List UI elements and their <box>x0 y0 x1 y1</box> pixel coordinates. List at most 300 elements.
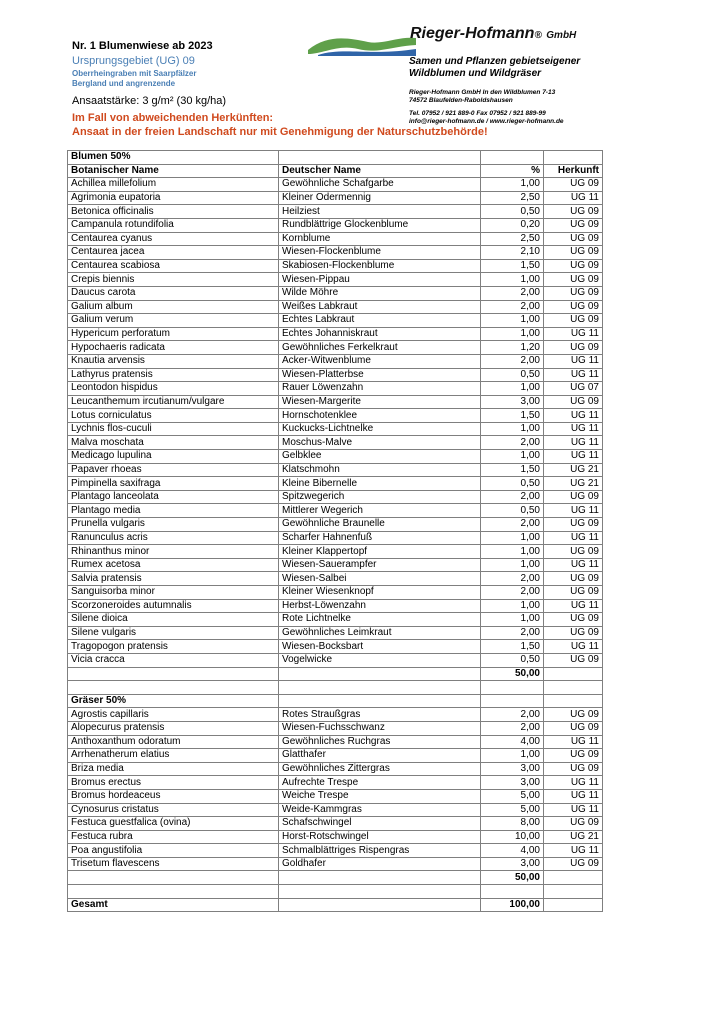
table-row <box>68 395 603 409</box>
percent-value: 3,00 <box>481 776 544 790</box>
german-name: Weide-Kammgras <box>279 803 481 817</box>
origin-value: UG 11 <box>544 844 603 858</box>
table-row <box>68 518 603 532</box>
percent-value: 1,20 <box>481 341 544 355</box>
empty-cell <box>481 885 544 899</box>
table-row <box>68 368 603 382</box>
german-name: Wiesen-Platterbse <box>279 368 481 382</box>
table-row <box>68 599 603 613</box>
botanical-name: Plantago lanceolata <box>68 490 279 504</box>
table-row <box>68 844 603 858</box>
german-name: Horst-Rotschwingel <box>279 830 481 844</box>
origin-value: UG 11 <box>544 436 603 450</box>
empty-cell <box>481 151 544 165</box>
german-name: Goldhafer <box>279 857 481 871</box>
percent-value: 2,00 <box>481 626 544 640</box>
german-name: Glatthafer <box>279 749 481 763</box>
origin-value: UG 09 <box>544 817 603 831</box>
origin-value: UG 11 <box>544 354 603 368</box>
percent-value: 8,00 <box>481 817 544 831</box>
german-name: Weiche Trespe <box>279 789 481 803</box>
percent-value: 0,20 <box>481 218 544 232</box>
percent-value: 1,00 <box>481 531 544 545</box>
origin-value: UG 09 <box>544 314 603 328</box>
empty-cell <box>544 681 603 695</box>
percent-value: 1,50 <box>481 463 544 477</box>
botanical-name: Bromus hordeaceus <box>68 789 279 803</box>
german-name-header: Deutscher Name <box>279 164 481 178</box>
origin-area: Ursprungsgebiet (UG) 09 <box>72 55 195 67</box>
empty-cell <box>68 885 279 899</box>
table-row <box>68 409 603 423</box>
spacer-row <box>68 681 603 695</box>
table-row <box>68 232 603 246</box>
empty-cell <box>481 681 544 695</box>
origin-value: UG 09 <box>544 341 603 355</box>
region-line-2: Bergland und angrenzende <box>72 79 176 88</box>
german-name: Kleine Bibernelle <box>279 477 481 491</box>
table-row <box>68 450 603 464</box>
percent-value: 1,00 <box>481 749 544 763</box>
german-name: Echtes Johanniskraut <box>279 327 481 341</box>
botanical-name: Anthoxanthum odoratum <box>68 735 279 749</box>
percent-value: 3,00 <box>481 762 544 776</box>
table-row <box>68 286 603 300</box>
botanical-name: Malva moschata <box>68 436 279 450</box>
german-name: Klatschmohn <box>279 463 481 477</box>
origin-value: UG 09 <box>544 613 603 627</box>
table-row <box>68 504 603 518</box>
botanical-name: Daucus carota <box>68 286 279 300</box>
botanical-name-header: Botanischer Name <box>68 164 279 178</box>
origin-value: UG 09 <box>544 586 603 600</box>
german-name: Wilde Möhre <box>279 286 481 300</box>
percent-value: 2,00 <box>481 721 544 735</box>
origin-value: UG 09 <box>544 721 603 735</box>
empty-cell <box>481 694 544 708</box>
table-row <box>68 477 603 491</box>
botanical-name: Briza media <box>68 762 279 776</box>
german-name: Skabiosen-Flockenblume <box>279 259 481 273</box>
table-row <box>68 817 603 831</box>
german-name: Scharfer Hahnenfuß <box>279 531 481 545</box>
german-name: Gewöhnliches Ferkelkraut <box>279 341 481 355</box>
botanical-name: Arrhenatherum elatius <box>68 749 279 763</box>
origin-value: UG 11 <box>544 368 603 382</box>
botanical-name: Centaurea scabiosa <box>68 259 279 273</box>
german-name: Gewöhnliche Schafgarbe <box>279 178 481 192</box>
company-tagline <box>409 56 580 80</box>
tagline-line-2: Wildblumen und Wildgräser <box>409 68 542 79</box>
german-name: Gewöhnliche Braunelle <box>279 518 481 532</box>
subtotal-value: 50,00 <box>481 871 544 885</box>
table-row <box>68 749 603 763</box>
percent-value: 2,00 <box>481 436 544 450</box>
origin-value: UG 09 <box>544 518 603 532</box>
botanical-name: Pimpinella saxifraga <box>68 477 279 491</box>
german-name: Gewöhnliches Zittergras <box>279 762 481 776</box>
origin-value: UG 09 <box>544 395 603 409</box>
origin-value: UG 09 <box>544 232 603 246</box>
table-row <box>68 218 603 232</box>
botanical-name: Papaver rhoeas <box>68 463 279 477</box>
grasses-subtotal-row <box>68 871 603 885</box>
company-logo <box>308 30 416 56</box>
origin-value: UG 11 <box>544 735 603 749</box>
origin-value: UG 21 <box>544 477 603 491</box>
german-name: Rundblättrige Glockenblume <box>279 218 481 232</box>
botanical-name: Scorzoneroides autumnalis <box>68 599 279 613</box>
table-row <box>68 205 603 219</box>
table-row <box>68 653 603 667</box>
percent-value: 2,00 <box>481 300 544 314</box>
german-name: Wiesen-Flockenblume <box>279 246 481 260</box>
table-row <box>68 259 603 273</box>
table-row <box>68 640 603 654</box>
percent-value: 2,50 <box>481 191 544 205</box>
botanical-name: Galium verum <box>68 314 279 328</box>
botanical-name: Leontodon hispidus <box>68 382 279 396</box>
german-name: Rotes Straußgras <box>279 708 481 722</box>
botanical-name: Achillea millefolium <box>68 178 279 192</box>
botanical-name: Plantago media <box>68 504 279 518</box>
german-name: Spitzwegerich <box>279 490 481 504</box>
spacer-row <box>68 885 603 899</box>
german-name: Schmalblättriges Rispengras <box>279 844 481 858</box>
percent-value: 0,50 <box>481 504 544 518</box>
origin-value: UG 09 <box>544 545 603 559</box>
botanical-name: Festuca guestfalica (ovina) <box>68 817 279 831</box>
german-name: Mittlerer Wegerich <box>279 504 481 518</box>
empty-cell <box>279 871 481 885</box>
percent-value: 1,00 <box>481 178 544 192</box>
origin-value: UG 11 <box>544 327 603 341</box>
botanical-name: Agrimonia eupatoria <box>68 191 279 205</box>
web-line: info@rieger-hofmann.de / www.rieger-hofmann.de <box>409 118 564 125</box>
german-name: Echtes Labkraut <box>279 314 481 328</box>
german-name: Schafschwingel <box>279 817 481 831</box>
botanical-name: Festuca rubra <box>68 830 279 844</box>
german-name: Gewöhnliches Ruchgras <box>279 735 481 749</box>
botanical-name: Agrostis capillaris <box>68 708 279 722</box>
percent-value: 2,10 <box>481 246 544 260</box>
table-row <box>68 246 603 260</box>
table-row <box>68 830 603 844</box>
section-heading: Blumen 50% <box>68 151 279 165</box>
percent-value: 4,00 <box>481 844 544 858</box>
table-row <box>68 613 603 627</box>
percent-value: 2,00 <box>481 572 544 586</box>
percent-value: 1,00 <box>481 314 544 328</box>
origin-value: UG 09 <box>544 708 603 722</box>
percent-value: 5,00 <box>481 803 544 817</box>
german-name: Hornschotenklee <box>279 409 481 423</box>
notice-line-1: Im Fall von abweichenden Herkünften: <box>72 112 274 124</box>
empty-cell <box>279 885 481 899</box>
botanical-name: Ranunculus acris <box>68 531 279 545</box>
botanical-name: Knautia arvensis <box>68 354 279 368</box>
table-row <box>68 191 603 205</box>
percent-value: 10,00 <box>481 830 544 844</box>
origin-value: UG 21 <box>544 463 603 477</box>
percent-value: 2,50 <box>481 232 544 246</box>
german-name: Moschus-Malve <box>279 436 481 450</box>
table-row <box>68 300 603 314</box>
botanical-name: Poa angustifolia <box>68 844 279 858</box>
origin-value: UG 09 <box>544 205 603 219</box>
percent-value: 2,00 <box>481 586 544 600</box>
botanical-name: Cynosurus cristatus <box>68 803 279 817</box>
total-row <box>68 898 603 912</box>
empty-cell <box>68 871 279 885</box>
table-row <box>68 327 603 341</box>
section-heading: Gräser 50% <box>68 694 279 708</box>
empty-cell <box>68 681 279 695</box>
table-row <box>68 382 603 396</box>
table-row <box>68 422 603 436</box>
phone-line: Tel. 07952 / 921 889-0 Fax 07952 / 921 889-99 <box>409 110 546 117</box>
empty-cell <box>279 694 481 708</box>
botanical-name: Lathyrus pratensis <box>68 368 279 382</box>
origin-value: UG 07 <box>544 382 603 396</box>
flowers-heading-row <box>68 151 603 165</box>
region-line-1: Oberrheingraben mit Saarpfälzer <box>72 69 197 78</box>
german-name: Gelbklee <box>279 450 481 464</box>
table-row <box>68 558 603 572</box>
percent-value: 1,00 <box>481 599 544 613</box>
botanical-name: Campanula rotundifolia <box>68 218 279 232</box>
percent-value: 1,00 <box>481 327 544 341</box>
botanical-name: Centaurea cyanus <box>68 232 279 246</box>
percent-value: 1,50 <box>481 640 544 654</box>
address-line-2: 74572 Blaufelden-Raboldshausen <box>409 97 513 104</box>
german-name: Kleiner Klappertopf <box>279 545 481 559</box>
empty-cell <box>544 885 603 899</box>
german-name: Kornblume <box>279 232 481 246</box>
table-row <box>68 776 603 790</box>
german-name: Kuckucks-Lichtnelke <box>279 422 481 436</box>
origin-value: UG 11 <box>544 450 603 464</box>
origin-value: UG 09 <box>544 572 603 586</box>
botanical-name: Centaurea jacea <box>68 246 279 260</box>
table-row <box>68 545 603 559</box>
mixture-title: Nr. 1 Blumenwiese ab 2023 <box>72 40 213 52</box>
table-row <box>68 314 603 328</box>
origin-value: UG 11 <box>544 558 603 572</box>
table-row <box>68 341 603 355</box>
percent-header: % <box>481 164 544 178</box>
percent-value: 1,00 <box>481 613 544 627</box>
german-name: Rote Lichtnelke <box>279 613 481 627</box>
german-name: Heilziest <box>279 205 481 219</box>
company-contact <box>409 110 564 126</box>
botanical-name: Galium album <box>68 300 279 314</box>
empty-cell <box>68 667 279 681</box>
botanical-name: Betonica officinalis <box>68 205 279 219</box>
german-name: Acker-Witwenblume <box>279 354 481 368</box>
origin-value: UG 09 <box>544 259 603 273</box>
tagline-line-1: Samen und Pflanzen gebietseigener <box>409 56 581 67</box>
botanical-name: Rhinanthus minor <box>68 545 279 559</box>
percent-value: 1,00 <box>481 273 544 287</box>
origin-value: UG 11 <box>544 776 603 790</box>
table-row <box>68 735 603 749</box>
notice-line-2: Ansaat in der freien Landschaft nur mit Genehmigung der Naturschutzbehörde! <box>72 126 488 138</box>
empty-cell <box>279 151 481 165</box>
german-name: Rauer Löwenzahn <box>279 382 481 396</box>
percent-value: 1,50 <box>481 259 544 273</box>
botanical-name: Sanguisorba minor <box>68 586 279 600</box>
percent-value: 0,50 <box>481 653 544 667</box>
german-name: Wiesen-Sauerampfer <box>279 558 481 572</box>
botanical-name: Hypericum perforatum <box>68 327 279 341</box>
german-name: Aufrechte Trespe <box>279 776 481 790</box>
origin-value: UG 11 <box>544 803 603 817</box>
origin-value: UG 11 <box>544 409 603 423</box>
company-name: Rieger-Hofmann® GmbH <box>410 25 577 42</box>
subtotal-value: 50,00 <box>481 667 544 681</box>
german-name: Wiesen-Pippau <box>279 273 481 287</box>
table-row <box>68 586 603 600</box>
botanical-name: Medicago lupulina <box>68 450 279 464</box>
empty-cell <box>544 667 603 681</box>
origin-value: UG 11 <box>544 504 603 518</box>
table-row <box>68 789 603 803</box>
botanical-name: Lychnis flos-cuculi <box>68 422 279 436</box>
percent-value: 1,00 <box>481 450 544 464</box>
origin-header: Herkunft <box>544 164 603 178</box>
table-row <box>68 721 603 735</box>
german-name: Gewöhnliches Leimkraut <box>279 626 481 640</box>
botanical-name: Hypochaeris radicata <box>68 341 279 355</box>
percent-value: 3,00 <box>481 857 544 871</box>
botanical-name: Vicia cracca <box>68 653 279 667</box>
table-row <box>68 463 603 477</box>
percent-value: 3,00 <box>481 395 544 409</box>
origin-value: UG 11 <box>544 191 603 205</box>
origin-value: UG 09 <box>544 857 603 871</box>
origin-value: UG 09 <box>544 273 603 287</box>
empty-cell <box>279 681 481 695</box>
origin-value: UG 09 <box>544 626 603 640</box>
grasses-heading-row <box>68 694 603 708</box>
percent-value: 1,00 <box>481 545 544 559</box>
table-row <box>68 803 603 817</box>
botanical-name: Alopecurus pratensis <box>68 721 279 735</box>
total-label: Gesamt <box>68 898 279 912</box>
percent-value: 0,50 <box>481 205 544 219</box>
botanical-name: Leucanthemum ircutianum/vulgare <box>68 395 279 409</box>
percent-value: 2,00 <box>481 286 544 300</box>
empty-cell <box>279 667 481 681</box>
german-name: Herbst-Löwenzahn <box>279 599 481 613</box>
german-name: Wiesen-Fuchsschwanz <box>279 721 481 735</box>
botanical-name: Lotus corniculatus <box>68 409 279 423</box>
percent-value: 1,50 <box>481 409 544 423</box>
percent-value: 1,00 <box>481 422 544 436</box>
percent-value: 0,50 <box>481 477 544 491</box>
botanical-name: Bromus erectus <box>68 776 279 790</box>
table-row <box>68 490 603 504</box>
german-name: Kleiner Odermennig <box>279 191 481 205</box>
botanical-name: Prunella vulgaris <box>68 518 279 532</box>
empty-cell <box>544 898 603 912</box>
origin-value: UG 11 <box>544 531 603 545</box>
percent-value: 2,00 <box>481 708 544 722</box>
origin-value: UG 11 <box>544 422 603 436</box>
german-name: Wiesen-Margerite <box>279 395 481 409</box>
german-name: Kleiner Wiesenknopf <box>279 586 481 600</box>
percent-value: 0,50 <box>481 368 544 382</box>
origin-value: UG 09 <box>544 246 603 260</box>
table-row <box>68 178 603 192</box>
table-row <box>68 708 603 722</box>
origin-value: UG 09 <box>544 490 603 504</box>
table-row <box>68 626 603 640</box>
empty-cell <box>544 694 603 708</box>
empty-cell <box>544 151 603 165</box>
origin-value: UG 11 <box>544 789 603 803</box>
botanical-name: Tragopogon pratensis <box>68 640 279 654</box>
origin-value: UG 09 <box>544 286 603 300</box>
seed-mixture-table <box>67 150 603 912</box>
botanical-name: Crepis biennis <box>68 273 279 287</box>
percent-value: 2,00 <box>481 490 544 504</box>
botanical-name: Silene dioica <box>68 613 279 627</box>
percent-value: 1,00 <box>481 558 544 572</box>
origin-value: UG 09 <box>544 762 603 776</box>
origin-value: UG 11 <box>544 599 603 613</box>
origin-region <box>72 69 262 89</box>
table-row <box>68 572 603 586</box>
table-row <box>68 273 603 287</box>
botanical-name: Trisetum flavescens <box>68 857 279 871</box>
percent-value: 5,00 <box>481 789 544 803</box>
german-name: Vogelwicke <box>279 653 481 667</box>
total-value: 100,00 <box>481 898 544 912</box>
origin-value: UG 09 <box>544 300 603 314</box>
address-line-1: Rieger-Hofmann GmbH In den Wildblumen 7-13 <box>409 89 556 96</box>
german-name: Wiesen-Bocksbart <box>279 640 481 654</box>
origin-value: UG 09 <box>544 653 603 667</box>
percent-value: 2,00 <box>481 518 544 532</box>
table-row <box>68 531 603 545</box>
origin-value: UG 09 <box>544 749 603 763</box>
botanical-name: Rumex acetosa <box>68 558 279 572</box>
botanical-name: Salvia pratensis <box>68 572 279 586</box>
percent-value: 4,00 <box>481 735 544 749</box>
origin-value: UG 09 <box>544 218 603 232</box>
table-row <box>68 436 603 450</box>
company-address <box>409 89 555 105</box>
german-name: Weißes Labkraut <box>279 300 481 314</box>
table-row <box>68 857 603 871</box>
table-row <box>68 762 603 776</box>
empty-cell <box>544 871 603 885</box>
table-row <box>68 354 603 368</box>
percent-value: 2,00 <box>481 354 544 368</box>
column-header-row <box>68 164 603 178</box>
flowers-subtotal-row <box>68 667 603 681</box>
empty-cell <box>279 898 481 912</box>
origin-value: UG 21 <box>544 830 603 844</box>
origin-value: UG 11 <box>544 640 603 654</box>
sowing-rate: Ansaatstärke: 3 g/m² (30 kg/ha) <box>72 95 227 107</box>
german-name: Wiesen-Salbei <box>279 572 481 586</box>
origin-value: UG 09 <box>544 178 603 192</box>
percent-value: 1,00 <box>481 382 544 396</box>
botanical-name: Silene vulgaris <box>68 626 279 640</box>
